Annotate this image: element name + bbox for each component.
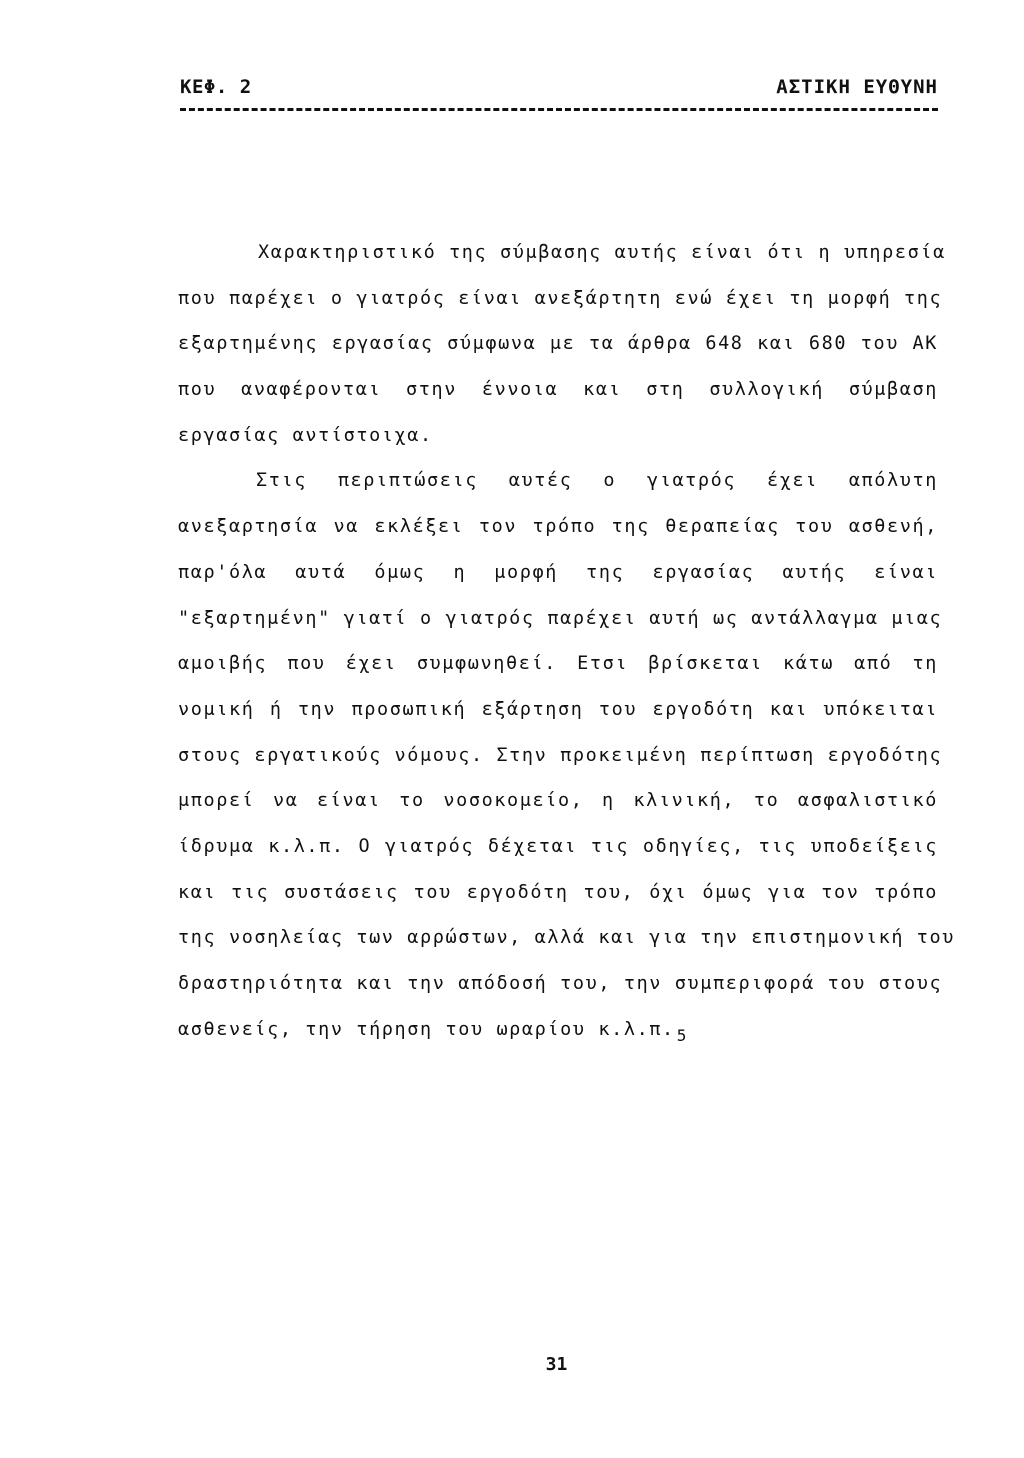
- text-line: εργασίας αντίστοιχα.: [178, 424, 433, 446]
- text-line: δραστηριότητα και την απόδοσή του, την συμπεριφορά του στους: [178, 973, 943, 994]
- header-dashed-rule: [180, 108, 938, 111]
- text-line: ανεξαρτησία να εκλέξει τον τρόπο της θεραπείας του ασθενή,: [178, 516, 938, 538]
- text-line: Στις περιπτώσεις αυτές ο γιατρός έχει απόλυτη: [256, 470, 938, 492]
- text-line: ίδρυμα κ.λ.π. Ο γιατρός δέχεται τις οδηγίες, τις υποδείξεις: [178, 835, 938, 857]
- text-line: Χαρακτηριστικό της σύμβασης αυτής είναι ότι η υπηρεσία: [258, 242, 946, 263]
- text-line: "εξαρτημένη" γιατί ο γιατρός παρέχει αυτή ως αντάλλαγμα μιας: [178, 607, 943, 629]
- text-line: που παρέχει ο γιατρός είναι ανεξάρτητη ενώ έχει τη μορφή της: [178, 287, 943, 309]
- chapter-label: ΚΕΦ. 2: [180, 76, 252, 98]
- text-line-last: [178, 1007, 938, 1053]
- text-line-content: ασθενείς, την τήρηση του ωραρίου κ.λ.π.: [178, 1018, 675, 1040]
- body-text: [178, 230, 956, 1052]
- footnote-reference: 5: [676, 1025, 689, 1045]
- text-line: νομική ή την προσωπική εξάρτηση του εργοδότη και υπόκειται: [178, 698, 938, 720]
- text-line: της νοσηλείας των αρρώστων, αλλά και για την επιστημονική του: [178, 927, 956, 949]
- text-line: αμοιβής που έχει συμφωνηθεί. Ετσι βρίσκεται κάτω από τη: [178, 653, 938, 675]
- text-line: και τις συστάσεις του εργοδότη του, όχι όμως για τον τρόπο: [178, 881, 938, 903]
- running-header: [180, 76, 938, 102]
- text-line: παρ'όλα αυτά όμως η μορφή της εργασίας αυτής είναι: [178, 561, 938, 583]
- text-line: εξαρτημένης εργασίας σύμφωνα με τα άρθρα 648 και 680 του ΑΚ: [178, 333, 938, 355]
- text-line: που αναφέρονται στην έννοια και στη συλλογική σύμβαση: [178, 379, 938, 401]
- text-line: μπορεί να είναι το νοσοκομείο, η κλινική, το ασφαλιστικό: [178, 790, 938, 812]
- running-title: ΑΣΤΙΚΗ ΕΥΘΥΝΗ: [776, 76, 938, 98]
- text-line: στους εργατικούς νόμους. Στην προκειμένη περίπτωση εργοδότης: [178, 744, 943, 766]
- page-number: 31: [545, 1354, 568, 1375]
